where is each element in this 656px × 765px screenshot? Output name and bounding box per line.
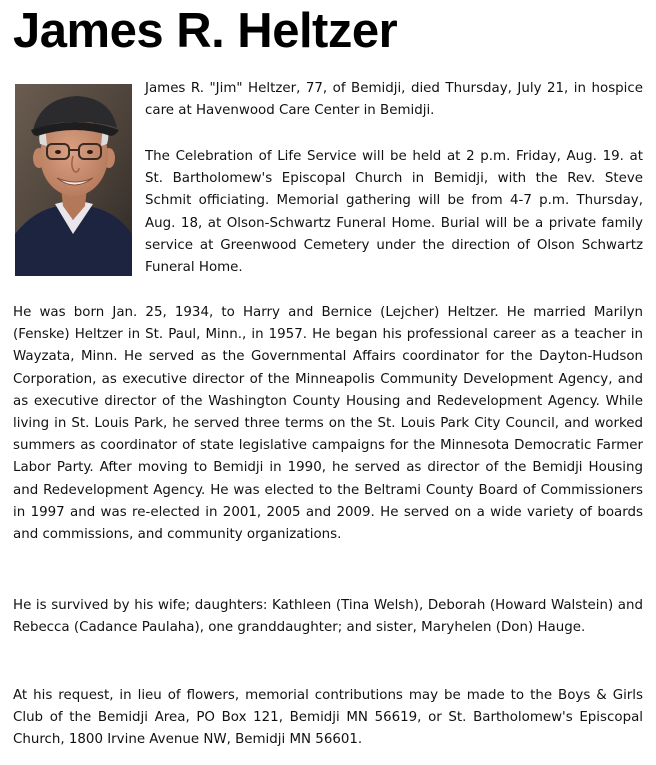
service-paragraph: The Celebration of Life Service will be held at 2 p.m. Friday, Aug. 19. at St. Bartholomew's Episcopal Church in Bemidji, with the Rev. Steve Schmit officiating. Memorial gathering will be from 4-7 p.m. Thursday, Aug. 18, at Olson-Schwartz Funeral Home. Burial will be a private family service at Greenwood Cemetery under the direction of Olson Schwartz Funeral Home. [145, 149, 643, 276]
page-title: James R. Heltzer [13, 4, 398, 58]
biography-paragraph: He was born Jan. 25, 1934, to Harry and Bernice (Lejcher) Heltzer. He married Marilyn (Fenske) Heltzer in St. Paul, Minn., in 1957. He began his professional career as a teacher in Wayzata, Minn. He served as the Governmental Affairs coordinator for the Dayton-Hudson Corporation, as executive director of the Minneapolis Community Development Agency, and as executive director of the Washington County Housing and Redevelopment Agency. While living in St. Louis Park, he served three terms on the St. Louis Park City Council, and worked summers as coordinator of state legislative campaigns for the Minnesota Democratic Farmer Labor Party. After moving to Bemidji in 1990, he served as director of the Bemidji Housing and Redevelopment Agency. He was elected to the Beltrami County Board of Commissioners in 1997 and was re-elected in 2001, 2005 and 2009. He served on a wide variety of boards and commissions, and community organizations. [13, 305, 643, 543]
portrait-photo [15, 84, 132, 276]
memorial-request-paragraph: At his request, in lieu of flowers, memorial contributions may be made to the Boys & Girls Club of the Bemidji Area, PO Box 121, Bemidji MN 56619, or St. Bartholomew's Episcopal Church, 1800 Irvine Avenue NW, Bemidji MN 56601. [13, 688, 643, 748]
intro-paragraph: James R. "Jim" Heltzer, 77, of Bemidji, died Thursday, July 21, in hospice care at Havenwood Care Center in Bemidji. [145, 81, 643, 119]
portrait-image [15, 84, 132, 276]
survivors-paragraph: He is survived by his wife; daughters: Kathleen (Tina Welsh), Deborah (Howard Walstein) and Rebecca (Cadance Paulaha), one granddaughter; and sister, Maryhelen (Don) Hauge. [13, 598, 643, 636]
